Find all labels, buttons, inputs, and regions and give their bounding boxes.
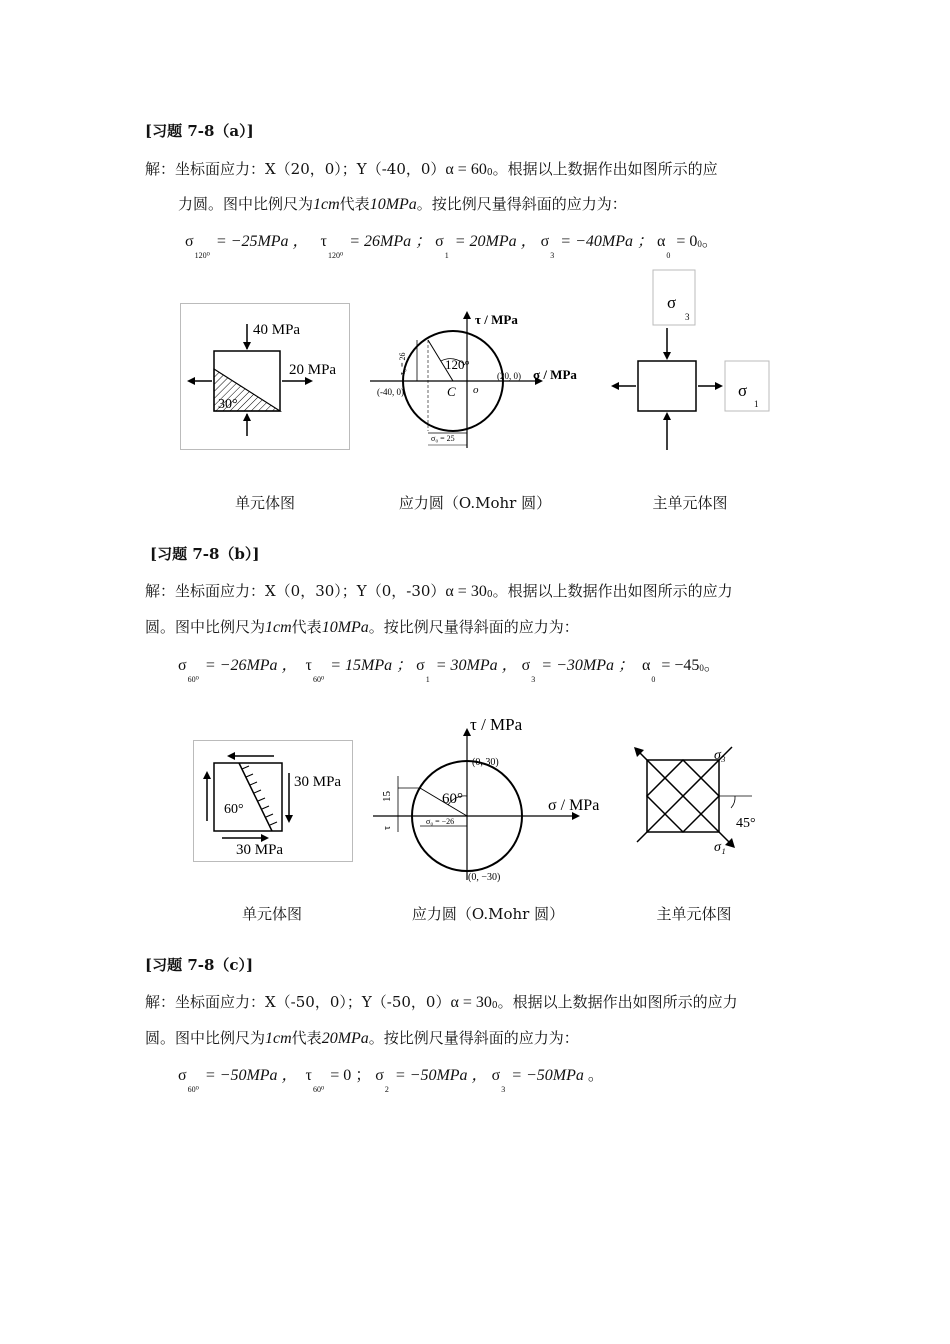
elem-b-right-label: 30 MPa [294,774,342,790]
main-a-top-sub: 3 [685,312,690,322]
main-a-top-sigma: σ [667,293,677,312]
solution-a-line1: 解：坐标面应力：X（20，0）；Y（-40，0）α = 600。根据以上数据作出如图所示的应 [145,160,718,178]
principal-element-a [605,268,775,458]
mohr-b-tau-meas: 15 [381,791,393,802]
elem-a-angle-label: 30° [218,397,238,412]
mohr-b-angle-label: 60° [442,791,463,807]
element-diagram-a-svg [181,304,349,449]
caption-a-mohr: 应力圆（O.Mohr 圆） [398,494,552,512]
mohr-a-tau-meas: τ₀ = 26 [398,352,407,375]
mohr-a-center: C [447,384,456,399]
heading-b: [习题 7-8（b）] [150,545,260,563]
mohr-b-tau-axis: τ / MPa [470,715,523,734]
elem-a-right-label: 20 MPa [289,362,337,378]
caption-b-principal: 主单元体图 [656,905,732,923]
main-a-right-sigma: σ [738,381,748,400]
alpha-b: α = 30 [445,583,487,600]
mohr-a-tau-axis: τ / MPa [475,312,518,327]
caption-b-element: 单元体图 [241,905,302,923]
elem-b-angle-label: 60° [224,802,244,817]
mohr-a-angle-label: 120° [445,357,470,372]
mohr-b-sig-meas: σ₀ = −26 [426,817,455,826]
solution-b-line1: 解：坐标面应力：X（0，30）；Y（0，-30）α = 300。根据以上数据作出如图所示的应力 [145,582,733,600]
mohr-a-pt-right: (20, 0) [497,371,521,381]
mohr-b-sigma-axis: σ / MPa [548,797,600,814]
main-a-right-sub: 1 [754,399,759,409]
solution-c-line2: 圆。图中比例尺为1cm代表20MPa。按比例尺量得斜面的应力为： [145,1029,579,1047]
caption-b-mohr: 应力圆（O.Mohr 圆） [411,905,565,923]
main-b-angle: 45° [736,816,756,831]
mohr-circle-b [368,710,613,885]
principal-element-b [632,745,767,855]
results-b: $\sigma_{60^0}= -26MPa$ ， $\tau_{60^0}= 15MPa$ ； $\sigma_1= 30MPa$ ， $\sigma_3= -30MPa$ ； $\alpha_0= -450$。 [178,657,720,684]
mohr-a-origin: o [473,384,479,396]
elem-b-bottom-label: 30 MPa [236,842,284,858]
caption-a-element: 单元体图 [234,494,295,512]
mohr-b-pt-bottom: (0, −30) [468,872,501,883]
mohr-a-sigma-axis: σ / MPa [533,367,577,382]
solution-c-line1: 解：坐标面应力：X（-50，0）；Y（-50，0）α = 300。根据以上数据作出如图所示的应力 [145,993,738,1011]
main-b-sigma3: σ₃ [714,748,726,763]
mohr-a-sig-meas: σ₀ = 25 [431,434,455,443]
mohr-b-tau-left: τ [382,825,393,830]
solution-b-line2: 圆。图中比例尺为1cm代表10MPa。按比例尺量得斜面的应力为： [145,618,579,636]
element-diagram-a [180,303,350,450]
caption-a-principal: 主单元体图 [652,494,728,512]
alpha-c: α = 30 [450,994,492,1011]
results-a: $\sigma_{120^0}= -25MPa$ ， $\tau_{120^0}= 26MPa$ ； $\sigma_1= 20MPa$ ， $\sigma_3= -40MPa$ ； $\alpha_0= 00$。 [185,233,718,260]
results-c: $\sigma_{60^0}= -50MPa$ ， $\tau_{60^0}= 0$ ； $\sigma_2= -50MPa$ ， $\sigma_3= -50MPa$ 。 [178,1067,604,1094]
main-b-sigma1: σ₁ [714,840,726,855]
heading-a: [习题 7-8（a）] [145,122,254,140]
heading-c: [习题 7-8（c）] [145,956,254,974]
mohr-circle-a [365,303,595,453]
element-diagram-b [193,740,353,862]
mohr-b-pt-top: (0, 30) [472,757,499,768]
solution-a-line2: 力圆。图中比例尺为1cm代表10MPa。按比例尺量得斜面的应力为： [178,195,627,213]
element-diagram-b-svg [194,741,352,861]
elem-a-top-label: 40 MPa [253,322,301,338]
mohr-a-pt-left: (-40, 0) [377,387,404,397]
alpha-a: α = 60 [445,161,487,178]
